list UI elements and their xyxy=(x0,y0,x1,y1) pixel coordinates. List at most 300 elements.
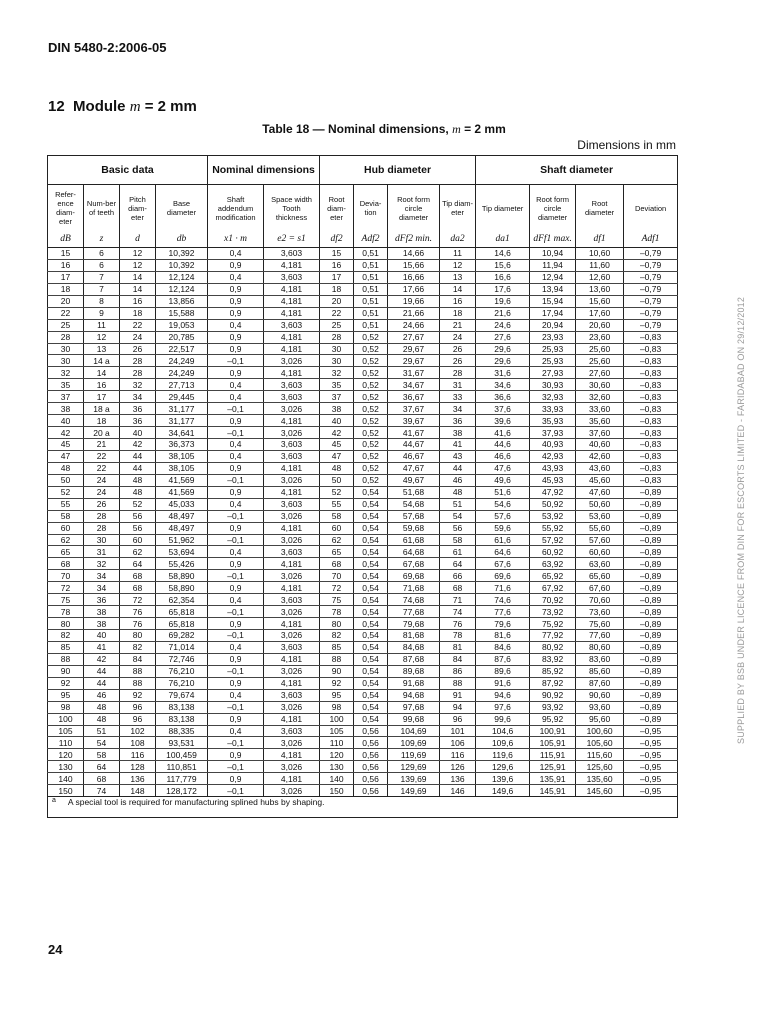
table-cell: 27,67 xyxy=(388,331,440,343)
section-title-suffix: = 2 mm xyxy=(144,98,197,115)
column-header: Devia-tion xyxy=(354,185,388,232)
table-cell: –0,89 xyxy=(624,498,678,510)
table-cell: 104,69 xyxy=(388,725,440,737)
table-cell: 3,603 xyxy=(264,248,320,260)
table-cell: 76 xyxy=(120,618,156,630)
table-cell: 95 xyxy=(320,689,354,701)
table-cell: 12,60 xyxy=(576,271,624,283)
table-cell: 48 xyxy=(320,462,354,474)
table-cell: 55,92 xyxy=(530,522,576,534)
table-cell: 51 xyxy=(84,725,120,737)
table-cell: 3,603 xyxy=(264,391,320,403)
table-cell: 64,6 xyxy=(476,546,530,558)
table-cell: 54 xyxy=(440,510,476,522)
table-cell: 17 xyxy=(48,271,84,283)
table-row xyxy=(48,701,678,713)
table-cell: 25 xyxy=(48,319,84,331)
column-symbol: Adf1 xyxy=(624,231,678,248)
table-title-symbol: m xyxy=(452,122,461,136)
table-cell: 29,6 xyxy=(476,343,530,355)
table-cell: 0,52 xyxy=(354,331,388,343)
page-number: 24 xyxy=(48,942,63,957)
table-cell: 81,6 xyxy=(476,630,530,642)
table-cell: 56 xyxy=(120,510,156,522)
table-cell: 58 xyxy=(320,510,354,522)
table-cell: 0,54 xyxy=(354,641,388,653)
table-cell: 24 xyxy=(84,474,120,486)
table-cell: 37 xyxy=(320,391,354,403)
table-cell: –0,89 xyxy=(624,665,678,677)
table-cell: 32 xyxy=(120,379,156,391)
table-cell: 67,68 xyxy=(388,558,440,570)
table-cell: 43,93 xyxy=(530,462,576,474)
table-cell: 84 xyxy=(120,653,156,665)
table-cell: 0,52 xyxy=(354,415,388,427)
table-cell: 0,4 xyxy=(208,594,264,606)
table-cell: 96 xyxy=(440,713,476,725)
table-cell: 72,746 xyxy=(156,653,208,665)
table-cell: 148 xyxy=(120,785,156,797)
table-cell: 4,181 xyxy=(264,522,320,534)
table-cell: 56 xyxy=(120,522,156,534)
table-row xyxy=(48,295,678,307)
table-cell: 73,60 xyxy=(576,606,624,618)
table-cell: 83,138 xyxy=(156,701,208,713)
table-cell: 65,60 xyxy=(576,570,624,582)
table-cell: 52 xyxy=(320,486,354,498)
table-cell: –0,89 xyxy=(624,653,678,665)
table-cell: –0,83 xyxy=(624,367,678,379)
column-symbol: dFf1 max. xyxy=(530,231,576,248)
table-cell: 136 xyxy=(440,773,476,785)
table-cell: 38 xyxy=(48,403,84,415)
table-cell: 57,68 xyxy=(388,510,440,522)
table-cell: 17 xyxy=(320,271,354,283)
table-cell: 36,6 xyxy=(476,391,530,403)
table-cell: 32,93 xyxy=(530,391,576,403)
table-cell: 29,6 xyxy=(476,355,530,367)
table-cell: –0,79 xyxy=(624,319,678,331)
table-cell: 80,92 xyxy=(530,641,576,653)
table-cell: 63,60 xyxy=(576,558,624,570)
table-cell: –0,83 xyxy=(624,439,678,451)
table-cell: 3,026 xyxy=(264,474,320,486)
table-cell: 72 xyxy=(320,582,354,594)
table-cell: 34 xyxy=(84,582,120,594)
table-cell: 105 xyxy=(48,725,84,737)
table-cell: 84 xyxy=(440,653,476,665)
table-cell: 15 xyxy=(320,248,354,260)
table-cell: 0,9 xyxy=(208,307,264,319)
table-cell: 17 xyxy=(84,391,120,403)
table-row xyxy=(48,737,678,749)
table-cell: 100 xyxy=(48,713,84,725)
table-cell: 12,94 xyxy=(530,271,576,283)
table-cell: 110 xyxy=(320,737,354,749)
table-cell: 34 xyxy=(120,391,156,403)
table-cell: 15,60 xyxy=(576,295,624,307)
table-cell: 48,497 xyxy=(156,510,208,522)
table-row xyxy=(48,594,678,606)
table-cell: 37,67 xyxy=(388,403,440,415)
table-cell: 0,9 xyxy=(208,653,264,665)
table-cell: 0,4 xyxy=(208,319,264,331)
table-cell: 78 xyxy=(320,606,354,618)
table-cell: 92 xyxy=(48,677,84,689)
table-cell: 0,4 xyxy=(208,689,264,701)
table-cell: 55 xyxy=(320,498,354,510)
table-cell: 85 xyxy=(48,641,84,653)
column-header: Deviation xyxy=(624,185,678,232)
table-cell: –0,89 xyxy=(624,546,678,558)
table-cell: 71,014 xyxy=(156,641,208,653)
table-cell: 24,249 xyxy=(156,355,208,367)
table-cell: 13,94 xyxy=(530,283,576,295)
column-symbol: d xyxy=(120,231,156,248)
table-cell: –0,1 xyxy=(208,510,264,522)
table-cell: 0,9 xyxy=(208,283,264,295)
table-cell: –0,83 xyxy=(624,331,678,343)
table-cell: 0,4 xyxy=(208,725,264,737)
table-cell: 0,54 xyxy=(354,546,388,558)
table-cell: –0,89 xyxy=(624,510,678,522)
table-cell: 139,69 xyxy=(388,773,440,785)
column-symbol: x1 · m xyxy=(208,231,264,248)
column-symbol: df2 xyxy=(320,231,354,248)
table-cell: 3,026 xyxy=(264,534,320,546)
table-cell: –0,1 xyxy=(208,701,264,713)
table-cell: 33 xyxy=(440,391,476,403)
table-cell: 17,60 xyxy=(576,307,624,319)
table-cell: 110 xyxy=(48,737,84,749)
column-header: Base diameter xyxy=(156,185,208,232)
table-cell: 70,92 xyxy=(530,594,576,606)
table-cell: 58,890 xyxy=(156,570,208,582)
table-cell: 10,60 xyxy=(576,248,624,260)
table-cell: 98 xyxy=(320,701,354,713)
table-cell: 9 xyxy=(84,307,120,319)
column-header: Pitch diam-eter xyxy=(120,185,156,232)
table-cell: 136 xyxy=(120,773,156,785)
table-cell: 3,026 xyxy=(264,761,320,773)
table-cell: 0,4 xyxy=(208,498,264,510)
table-cell: 85,60 xyxy=(576,665,624,677)
table-cell: –0,79 xyxy=(624,248,678,260)
table-cell: 4,181 xyxy=(264,618,320,630)
table-cell: 26 xyxy=(120,343,156,355)
table-cell: 36 xyxy=(440,415,476,427)
table-cell: 0,9 xyxy=(208,713,264,725)
table-cell: 10,392 xyxy=(156,259,208,271)
table-cell: 42,60 xyxy=(576,450,624,462)
table-cell: 68 xyxy=(84,773,120,785)
table-cell: 4,181 xyxy=(264,558,320,570)
section-title xyxy=(48,98,197,116)
table-cell: –0,1 xyxy=(208,737,264,749)
table-cell: 58 xyxy=(48,510,84,522)
table-cell: 3,026 xyxy=(264,737,320,749)
table-cell: 0,54 xyxy=(354,582,388,594)
table-cell: 100,459 xyxy=(156,749,208,761)
table-cell: 0,54 xyxy=(354,689,388,701)
table-cell: 69,68 xyxy=(388,570,440,582)
table-cell: 84,68 xyxy=(388,641,440,653)
table-cell: 30 xyxy=(320,355,354,367)
table-cell: 115,91 xyxy=(530,749,576,761)
table-cell: 108 xyxy=(120,737,156,749)
table-cell: 109,69 xyxy=(388,737,440,749)
table-cell: 75,92 xyxy=(530,618,576,630)
table-cell: 46,67 xyxy=(388,450,440,462)
dimensions-table xyxy=(47,155,678,818)
table-cell: 59,68 xyxy=(388,522,440,534)
table-cell: 85,92 xyxy=(530,665,576,677)
table-cell: 88 xyxy=(120,665,156,677)
table-cell: 14 xyxy=(120,271,156,283)
table-row xyxy=(48,558,678,570)
table-cell: 135,91 xyxy=(530,773,576,785)
table-cell: 89,68 xyxy=(388,665,440,677)
table-row xyxy=(48,641,678,653)
table-cell: –0,89 xyxy=(624,582,678,594)
table-cell: 70,60 xyxy=(576,594,624,606)
table-cell: 72 xyxy=(120,594,156,606)
table-row xyxy=(48,665,678,677)
table-cell: 30 xyxy=(48,343,84,355)
table-cell: 0,54 xyxy=(354,606,388,618)
table-cell: 62 xyxy=(120,546,156,558)
table-cell: 0,56 xyxy=(354,749,388,761)
table-cell: 0,9 xyxy=(208,367,264,379)
table-cell: 93,60 xyxy=(576,701,624,713)
table-cell: 0,52 xyxy=(354,379,388,391)
table-cell: 47,60 xyxy=(576,486,624,498)
table-cell: 46 xyxy=(440,474,476,486)
table-cell: 11 xyxy=(84,319,120,331)
table-cell: 60 xyxy=(48,522,84,534)
table-cell: 61,6 xyxy=(476,534,530,546)
table-cell: 46,6 xyxy=(476,450,530,462)
table-cell: 12 xyxy=(120,248,156,260)
table-cell: 49,67 xyxy=(388,474,440,486)
table-cell: 27,93 xyxy=(530,367,576,379)
table-cell: 18 a xyxy=(84,403,120,415)
table-cell: 50,92 xyxy=(530,498,576,510)
table-cell: –0,95 xyxy=(624,749,678,761)
table-cell: 0,4 xyxy=(208,450,264,462)
table-cell: 140 xyxy=(320,773,354,785)
column-header: Num-ber of teeth xyxy=(84,185,120,232)
table-row xyxy=(48,582,678,594)
column-symbol: dB xyxy=(48,231,84,248)
table-cell: 21,6 xyxy=(476,307,530,319)
table-cell: 32 xyxy=(48,367,84,379)
table-cell: 3,603 xyxy=(264,379,320,391)
table-cell: 21 xyxy=(440,319,476,331)
column-symbol: z xyxy=(84,231,120,248)
table-cell: 59,6 xyxy=(476,522,530,534)
table-cell: 95,92 xyxy=(530,713,576,725)
table-row xyxy=(48,618,678,630)
table-cell: 106 xyxy=(440,737,476,749)
table-cell: 36,67 xyxy=(388,391,440,403)
table-row xyxy=(48,785,678,797)
table-cell: 58,890 xyxy=(156,582,208,594)
section-title-prefix: Module xyxy=(73,98,126,115)
table-cell: 18 xyxy=(84,415,120,427)
table-row xyxy=(48,606,678,618)
table-cell: 31,67 xyxy=(388,367,440,379)
table-cell: 35,93 xyxy=(530,415,576,427)
table-cell: 45 xyxy=(320,439,354,451)
table-cell: 115,60 xyxy=(576,749,624,761)
column-symbol: e2 = s1 xyxy=(264,231,320,248)
table-cell: 24,249 xyxy=(156,367,208,379)
table-cell: 0,52 xyxy=(354,427,388,439)
table-cell: –0,89 xyxy=(624,558,678,570)
table-cell: 70 xyxy=(320,570,354,582)
table-cell: 21,66 xyxy=(388,307,440,319)
table-cell: 38 xyxy=(320,403,354,415)
table-cell: 0,4 xyxy=(208,248,264,260)
table-cell: 22 xyxy=(320,307,354,319)
table-cell: 0,54 xyxy=(354,618,388,630)
table-cell: 14,66 xyxy=(388,248,440,260)
table-row xyxy=(48,307,678,319)
table-cell: 65,818 xyxy=(156,618,208,630)
table-cell: 47 xyxy=(48,450,84,462)
table-cell: 0,51 xyxy=(354,283,388,295)
table-cell: 64,68 xyxy=(388,546,440,558)
table-cell: 149,69 xyxy=(388,785,440,797)
table-cell: 67,60 xyxy=(576,582,624,594)
column-symbol: Adf2 xyxy=(354,231,388,248)
table-row xyxy=(48,677,678,689)
table-cell: 0,54 xyxy=(354,522,388,534)
table-row xyxy=(48,439,678,451)
table-cell: 105,60 xyxy=(576,737,624,749)
table-cell: 30 xyxy=(320,343,354,355)
table-cell: 16 xyxy=(320,259,354,271)
group-header-shaft-diameter: Shaft diameter xyxy=(476,156,678,185)
table-row xyxy=(48,653,678,665)
table-cell: 12,124 xyxy=(156,271,208,283)
table-cell: 91,68 xyxy=(388,677,440,689)
table-cell: 80 xyxy=(320,618,354,630)
table-cell: –0,1 xyxy=(208,761,264,773)
table-cell: –0,89 xyxy=(624,689,678,701)
table-row xyxy=(48,427,678,439)
table-row xyxy=(48,462,678,474)
table-cell: 0,52 xyxy=(354,355,388,367)
table-cell: 19,66 xyxy=(388,295,440,307)
table-cell: 0,52 xyxy=(354,343,388,355)
table-cell: 0,52 xyxy=(354,391,388,403)
table-cell: 28 xyxy=(440,367,476,379)
table-cell: 11,94 xyxy=(530,259,576,271)
table-cell: 0,54 xyxy=(354,558,388,570)
table-cell: 139,6 xyxy=(476,773,530,785)
table-cell: 0,4 xyxy=(208,379,264,391)
table-cell: –0,1 xyxy=(208,427,264,439)
table-cell: 54,68 xyxy=(388,498,440,510)
table-cell: 0,9 xyxy=(208,331,264,343)
table-cell: 34 xyxy=(84,570,120,582)
table-cell: 22 xyxy=(120,319,156,331)
table-cell: 57,92 xyxy=(530,534,576,546)
table-cell: 116 xyxy=(440,749,476,761)
table-cell: 60,60 xyxy=(576,546,624,558)
table-cell: 83,92 xyxy=(530,653,576,665)
table-cell: 60 xyxy=(120,534,156,546)
document-id: DIN 5480-2:2006-05 xyxy=(48,40,167,55)
table-cell: 40 xyxy=(48,415,84,427)
table-cell: 4,181 xyxy=(264,307,320,319)
table-cell: 64 xyxy=(120,558,156,570)
table-cell: 0,56 xyxy=(354,785,388,797)
table-cell: 101 xyxy=(440,725,476,737)
table-cell: 31 xyxy=(440,379,476,391)
table-cell: –0,89 xyxy=(624,630,678,642)
table-row xyxy=(48,630,678,642)
table-cell: 17,6 xyxy=(476,283,530,295)
footnote-mark: a xyxy=(52,797,56,805)
table-cell: 57,60 xyxy=(576,534,624,546)
table-cell: 87,60 xyxy=(576,677,624,689)
table-cell: –0,95 xyxy=(624,785,678,797)
table-cell: 65,92 xyxy=(530,570,576,582)
table-cell: 51,6 xyxy=(476,486,530,498)
table-cell: 0,51 xyxy=(354,307,388,319)
table-cell: –0,89 xyxy=(624,522,678,534)
table-cell: 55,426 xyxy=(156,558,208,570)
table-cell: 44 xyxy=(84,677,120,689)
table-cell: 33,93 xyxy=(530,403,576,415)
table-cell: 0,9 xyxy=(208,522,264,534)
table-row xyxy=(48,331,678,343)
table-cell: –0,89 xyxy=(624,534,678,546)
table-cell: 98 xyxy=(48,701,84,713)
table-cell: 79,6 xyxy=(476,618,530,630)
table-cell: –0,83 xyxy=(624,415,678,427)
table-cell: 58 xyxy=(440,534,476,546)
table-cell: 77,92 xyxy=(530,630,576,642)
table-cell: –0,83 xyxy=(624,427,678,439)
table-cell: 25 xyxy=(320,319,354,331)
table-cell: 3,026 xyxy=(264,355,320,367)
table-cell: 67,6 xyxy=(476,558,530,570)
table-cell: 39,6 xyxy=(476,415,530,427)
table-cell: 10,94 xyxy=(530,248,576,260)
table-cell: 94,68 xyxy=(388,689,440,701)
table-cell: 22 xyxy=(48,307,84,319)
table-cell: 3,026 xyxy=(264,570,320,582)
table-cell: 77,68 xyxy=(388,606,440,618)
table-cell: 100,60 xyxy=(576,725,624,737)
table-cell: 44 xyxy=(84,665,120,677)
table-cell: 16,6 xyxy=(476,271,530,283)
table-cell: 25,93 xyxy=(530,355,576,367)
table-row xyxy=(48,773,678,785)
table-cell: 41 xyxy=(440,439,476,451)
table-cell: 88 xyxy=(120,677,156,689)
table-row xyxy=(48,343,678,355)
table-cell: 52 xyxy=(120,498,156,510)
table-cell: 15,66 xyxy=(388,259,440,271)
table-row xyxy=(48,570,678,582)
table-row xyxy=(48,534,678,546)
table-cell: 75 xyxy=(320,594,354,606)
